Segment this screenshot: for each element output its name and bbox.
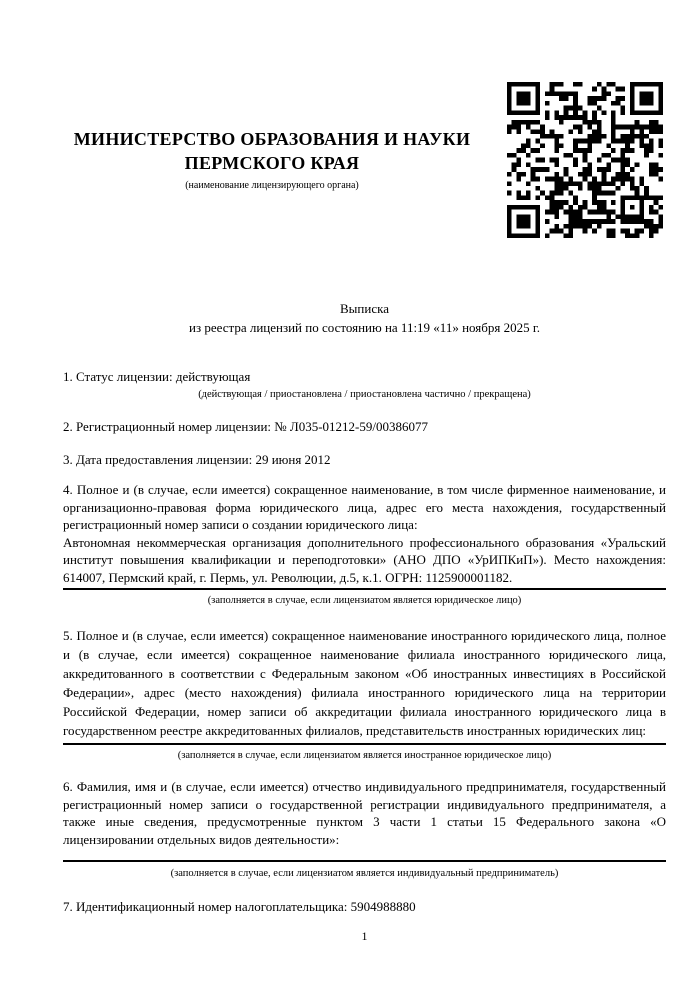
licensing-authority-header bbox=[63, 127, 481, 192]
authority-name-line2: ПЕРМСКОГО КРАЯ bbox=[184, 153, 360, 173]
item-license-status-options-caption: (действующая / приостановлена / приостановлена частично / прекращена) bbox=[198, 389, 531, 400]
document-title-line2: из реестра лицензий по состоянию на 11:19 «11» ноября 2025 г. bbox=[189, 320, 540, 335]
item-entrepreneur-label: 6. Фамилия, имя и (в случае, если имеется) отчество индивидуального предпринимателя, государственный регистрационный номер записи о государственной регистрации индивидуального предпринимателя, а также иные сведения, предусмотренные пунктом 3 части 1 статьи 15 Федерального закона «О лицензировании отдельных видов деятельности»: bbox=[63, 779, 666, 847]
fill-in-line-entrepreneur bbox=[63, 860, 666, 862]
item-legal-entity-value: Автономная некоммерческая организация дополнительного профессионального образования «Уральский институт повышения квалификации и переподготовки» (АНО ДПО «УрИПКиП»). Место нахождения: 614007, Пермский край, г. Пермь, ул. Революции, д.5, к.1. ОГРН: 1125900001182. bbox=[63, 534, 666, 585]
qr-code bbox=[507, 82, 663, 238]
authority-caption: (наименование лицензирующего органа) bbox=[185, 180, 359, 191]
item-grant-date: 3. Дата предоставления лицензии: 29 июня 2012 bbox=[63, 452, 331, 467]
item-license-status: 1. Статус лицензии: действующая bbox=[63, 369, 251, 384]
page-number: 1 bbox=[361, 929, 368, 943]
item-foreign-entity-label: 5. Полное и (в случае, если имеется) сокращенное наименование иностранного юридического лица, полное и (в случае, если имеется) сокращенное наименование филиала иностранного юридического лица, аккредитованного в соответствии с Федеральным законом «Об иностранных инвестициях в Российской Федерации», адрес (место нахождения) филиала иностранного юридического лица на территории Российской Федерации, номер записи об аккредитации филиала иностранного юридического лица в государственном реестре аккредитованных филиалов, представительств иностранных юридических лиц: bbox=[63, 628, 666, 738]
item-entrepreneur-caption: (заполняется в случае, если лицензиатом является индивидуальный предприниматель) bbox=[170, 868, 559, 879]
item-legal-entity-caption: (заполняется в случае, если лицензиатом является юридическое лицо) bbox=[207, 595, 522, 606]
fill-in-line-foreign-entity bbox=[63, 743, 666, 745]
item-taxpayer-number: 7. Идентификационный номер налогоплательщика: 5904988880 bbox=[63, 899, 416, 914]
fill-in-line-legal-entity bbox=[63, 588, 666, 590]
item-registration-number: 2. Регистрационный номер лицензии: № Л035-01212-59/00386077 bbox=[63, 419, 429, 434]
document-title bbox=[63, 299, 666, 337]
authority-name-line1: МИНИСТЕРСТВО ОБРАЗОВАНИЯ И НАУКИ bbox=[73, 129, 471, 149]
item-foreign-entity-caption: (заполняется в случае, если лицензиатом является иностранное юридическое лицо) bbox=[177, 750, 552, 761]
item-legal-entity-label: 4. Полное и (в случае, если имеется) сокращенное наименование, в том числе фирменное наименование, и организационно-правовая форма юридического лица, адрес его места нахождения, государственный регистрационный номер записи о создании юридического лица: bbox=[63, 482, 666, 532]
document-title-line1: Выписка bbox=[340, 301, 389, 316]
